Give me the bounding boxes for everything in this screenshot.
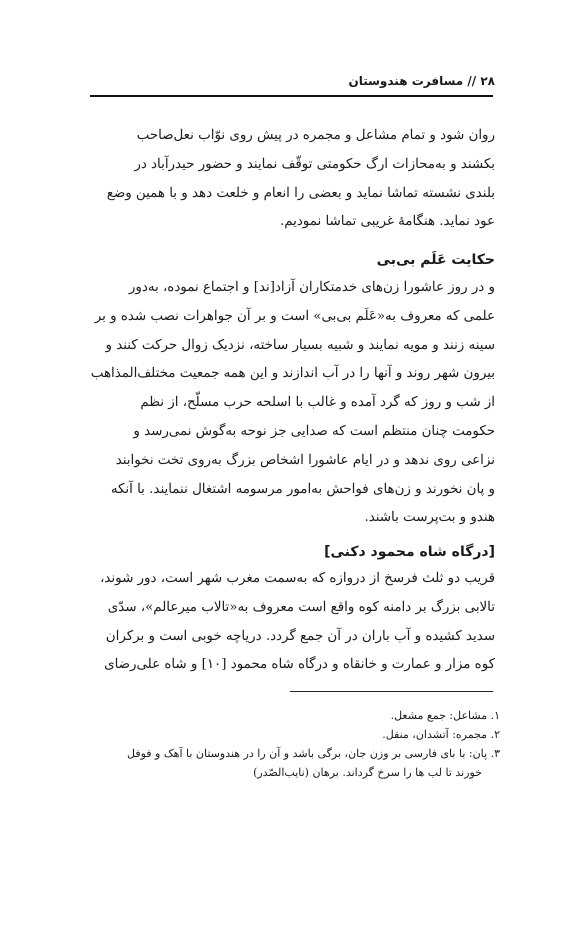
text-line: سدید کشیده و آب باران در آن جمع گردد. دریاچه خوبی است و برکران [105, 628, 495, 644]
paragraph-3 [90, 565, 495, 680]
footnotes [110, 706, 500, 782]
footnote-3-continued: خورند تا لب ها را سرخ گرداند. برهان (نایب‌الصّدر) [253, 766, 482, 779]
text-line: از شب و روز که گرد آمده و غالب با اسلحه حرب مسلّح، از نظم [140, 395, 495, 411]
text-line: سینه زنند و مویه نمایند و شبیه بسیار ساخته، نزدیک زوال حرکت کنند و [105, 337, 495, 353]
section-heading-shah-mahmud: [درگاه شاه محمود دکنی] [324, 544, 495, 560]
text-line: علمی که معروف به«عَلَم بی‌بی» است و بر آن جواهرات نصب شده و بر [94, 308, 495, 324]
text-line: بکشند و به‌محازات ارگ حکومتی توقّف نمایند و حضور حیدرآباد در [134, 156, 495, 172]
text-line: روان شود و تمام مشاعل و مجمره در پیش روی نوّاب نعل‌صاحب [136, 128, 495, 143]
text-line: تالابی بزرگ بر دامنه کوه واقع است معروف به«تالاب میرعالم»، سدّی [107, 599, 495, 615]
footnote-rule [290, 691, 493, 692]
footnote-3: ۳. پان: با بای فارسی بر وزن جان، برگی باشد و آن را در هندوستان با آهک و فوفل [126, 747, 500, 760]
text-line: حکومت چنان منتظم است که صدایی جز نوحه به‌گوش نمی‌رسد و [133, 423, 495, 439]
running-head: ۲۸ // مسافرت هندوستان [348, 74, 495, 88]
footnote-1: ۱. مشاعل: جمع مشعل. [390, 709, 500, 722]
text-line: عود نماید. هنگامهٔ غریبی تماشا نمودیم. [279, 214, 495, 230]
text-line: بلندی نشسته تماشا نماید و بعضی را انعام و خلعت دهد و با همین وضع [106, 185, 495, 201]
text-line: و در روز عاشورا زن‌های خدمتکاران آزاد[ند] و اجتماع نموده، به‌دور [128, 280, 495, 295]
header-rule [90, 95, 493, 97]
text-line: کوه مزار و عمارت و خانقاه و درگاه شاه محمود [۱۰] و شاه علی‌رضای [104, 657, 495, 673]
text-line: هندو و بت‌پرست باشند. [364, 510, 495, 526]
footnote-2: ۲. مجمره: آتشدان، منقل. [382, 728, 500, 741]
text-line: قریب دو ثلث فرسخ از دروازه که به‌سمت مغرب شهر است، دور شوند، [100, 571, 495, 586]
paragraph-1 [90, 122, 495, 237]
text-line: بیرون شهر روند و آنها را در آب اندازند و این همه جمعیت مختلف‌المذاهب [90, 366, 495, 382]
text-line: نزاعی روی ندهد و در ایام عاشورا اشخاص بزرگ به‌روی تخت نخوابند [115, 452, 495, 468]
text-line: و پان نخورند و زن‌های فواحش به‌امور مرسومه اشتغال ننمایند. با آنکه [110, 481, 495, 497]
paragraph-2 [90, 274, 495, 533]
section-heading-alam-bibi: حکایت عَلَم بی‌بی [376, 252, 495, 268]
